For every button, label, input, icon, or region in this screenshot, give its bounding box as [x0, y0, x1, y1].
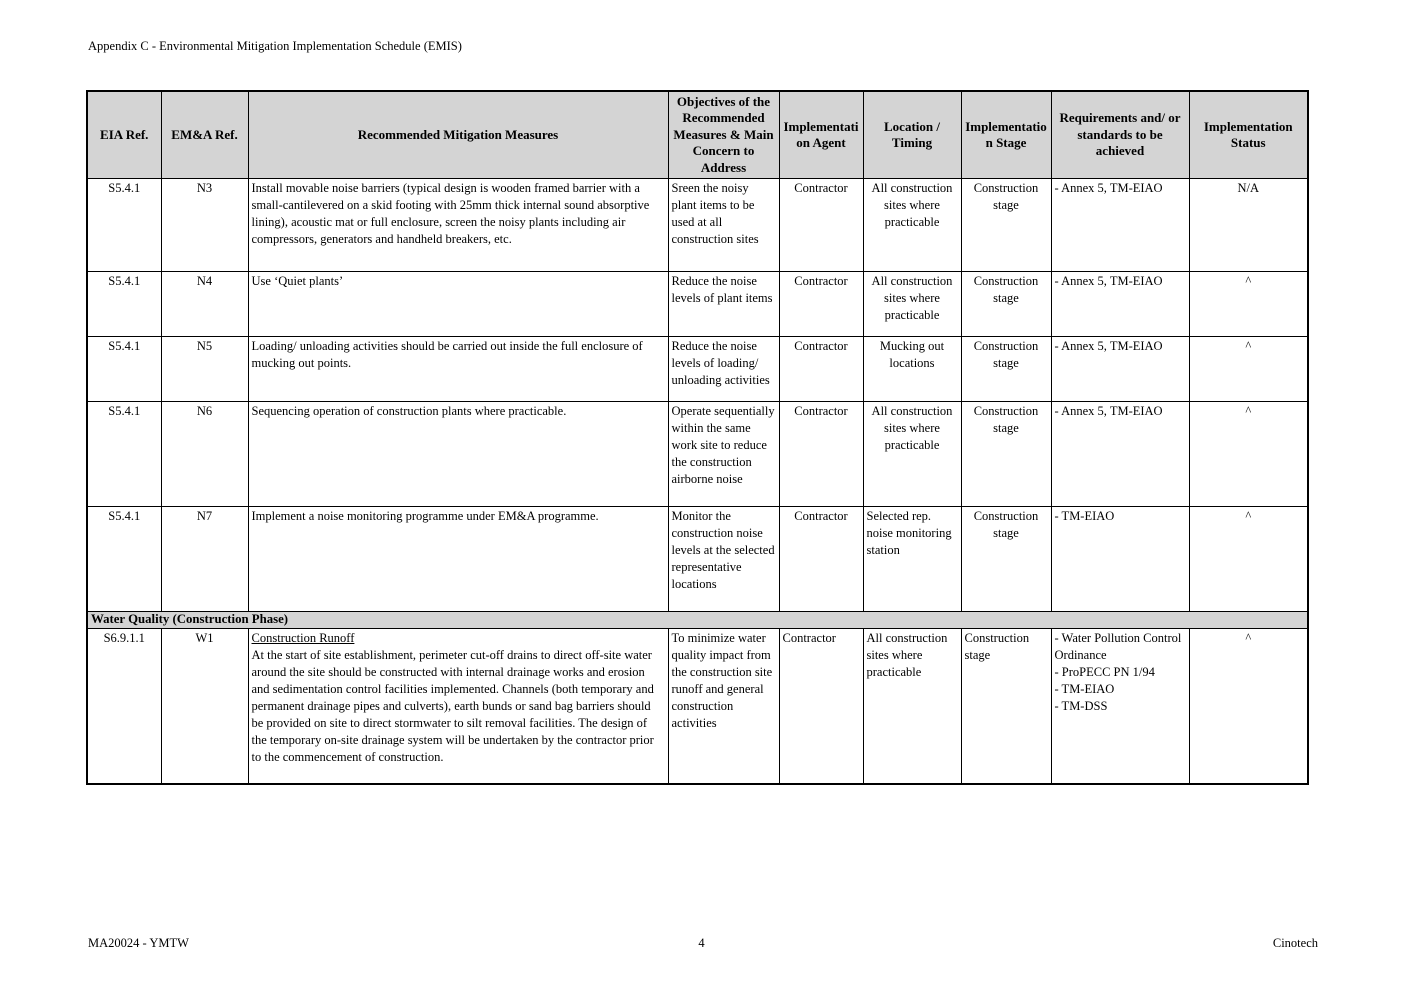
cell-implementation-stage: Construction stage — [961, 178, 1051, 271]
cell-requirements — [1051, 178, 1189, 271]
requirement-item: - TM-EIAO — [1054, 682, 1115, 697]
section-row — [87, 611, 1308, 628]
requirement-item: - Annex 5, TM-EIAO — [1054, 403, 1163, 418]
requirement-item: - Annex 5, TM-EIAO — [1054, 338, 1163, 353]
cell-eia-ref: S5.4.1 — [87, 178, 161, 271]
table-row — [87, 271, 1308, 336]
column-header: Implementation Status — [1189, 91, 1308, 178]
cell-requirements — [1051, 271, 1189, 336]
cell-implementation-status: ^ — [1189, 271, 1308, 336]
cell-implementation-status: ^ — [1189, 336, 1308, 401]
footer-project-code: MA20024 - YMTW — [88, 936, 189, 950]
cell-eia-ref: S5.4.1 — [87, 506, 161, 611]
cell-location-timing: All construction sites where practicable — [863, 271, 961, 336]
table-row — [87, 178, 1308, 271]
section-label: Water Quality (Construction Phase) — [87, 611, 1308, 628]
cell-objectives: Monitor the construction noise levels at the selected representative locations — [668, 506, 779, 611]
cell-eia-ref: S5.4.1 — [87, 271, 161, 336]
cell-implementation-stage: Construction stage — [961, 271, 1051, 336]
cell-location-timing: Mucking out locations — [863, 336, 961, 401]
cell-implementation-stage: Construction stage — [961, 506, 1051, 611]
requirement-item: - TM-DSS — [1054, 699, 1108, 714]
measure-text: Implement a noise monitoring programme under EM&A programme. — [251, 508, 599, 523]
table-header-row — [87, 91, 1308, 178]
cell-mitigation-measure — [248, 506, 668, 611]
requirement-item: - Annex 5, TM-EIAO — [1054, 180, 1163, 195]
appendix-title: Appendix C - Environmental Mitigation Implementation Schedule (EMIS) — [88, 39, 462, 53]
cell-implementation-status: N/A — [1189, 178, 1308, 271]
column-header: Location / Timing — [863, 91, 961, 178]
cell-ema-ref: N7 — [161, 506, 248, 611]
cell-eia-ref: S6.9.1.1 — [87, 629, 161, 784]
cell-location-timing: All construction sites where practicable — [863, 401, 961, 506]
cell-ema-ref: N5 — [161, 336, 248, 401]
cell-eia-ref: S5.4.1 — [87, 401, 161, 506]
cell-mitigation-measure — [248, 629, 668, 784]
cell-requirements — [1051, 336, 1189, 401]
footer-page-number: 4 — [698, 936, 705, 950]
cell-ema-ref: N6 — [161, 401, 248, 506]
cell-implementation-stage: Construction stage — [961, 336, 1051, 401]
cell-objectives: To minimize water quality impact from the construction site runoff and general construction activities — [668, 629, 779, 784]
emis-table — [86, 90, 1309, 785]
measure-heading: Construction Runoff — [251, 631, 355, 646]
cell-mitigation-measure — [248, 401, 668, 506]
cell-requirements — [1051, 629, 1189, 784]
column-header: Requirements and/ or standards to be achieved — [1051, 91, 1189, 178]
measure-text: At the start of site establishment, perimeter cut-off drains to direct off-site water around the site should be constructed with internal drainage works and erosion and sedimentation control facilities implemented. Channels (both temporary and permanent drainage pipes and culverts), earth bunds or sand bag barriers should be provided on site to direct stormwater to silt removal facilities. The design of the temporary on-site drainage system will be undertaken by the contractor prior to the commencement of construction. — [251, 648, 654, 765]
table-row — [87, 506, 1308, 611]
column-header: EM&A Ref. — [161, 91, 248, 178]
measure-text: Install movable noise barriers (typical design is wooden framed barrier with a small-cantilevered on a skid footing with 25mm thick internal sound absorptive lining), acoustic mat or full enclosure, screen the noisy plants including air compressors, generators and handheld breakers, etc. — [251, 180, 650, 246]
cell-mitigation-measure — [248, 271, 668, 336]
measure-text: Sequencing operation of construction plants where practicable. — [251, 403, 567, 418]
column-header: Implementation Stage — [961, 91, 1051, 178]
cell-implementation-stage: Construction stage — [961, 401, 1051, 506]
cell-requirements — [1051, 506, 1189, 611]
column-header: Recommended Mitigation Measures — [248, 91, 668, 178]
cell-implementation-status: ^ — [1189, 629, 1308, 784]
cell-mitigation-measure — [248, 336, 668, 401]
cell-implementation-agent: Contractor — [779, 629, 863, 784]
requirement-item: - Annex 5, TM-EIAO — [1054, 273, 1163, 288]
cell-implementation-status: ^ — [1189, 506, 1308, 611]
cell-objectives: Reduce the noise levels of plant items — [668, 271, 779, 336]
cell-requirements — [1051, 401, 1189, 506]
column-header: EIA Ref. — [87, 91, 161, 178]
cell-objectives: Operate sequentially within the same work site to reduce the construction airborne noise — [668, 401, 779, 506]
measure-text: Loading/ unloading activities should be carried out inside the full enclosure of mucking out points. — [251, 338, 643, 370]
cell-objectives: Sreen the noisy plant items to be used at all construction sites — [668, 178, 779, 271]
cell-implementation-agent: Contractor — [779, 401, 863, 506]
requirement-item: - TM-EIAO — [1054, 508, 1115, 523]
cell-implementation-agent: Contractor — [779, 271, 863, 336]
cell-implementation-stage: Construction stage — [961, 629, 1051, 784]
cell-location-timing: Selected rep. noise monitoring station — [863, 506, 961, 611]
table-row — [87, 629, 1308, 784]
cell-mitigation-measure — [248, 178, 668, 271]
footer-company-name: Cinotech — [1272, 936, 1318, 950]
cell-ema-ref: N4 — [161, 271, 248, 336]
requirement-item: - Water Pollution Control Ordinance — [1054, 631, 1182, 663]
column-header: Implementation Agent — [779, 91, 863, 178]
cell-ema-ref: W1 — [161, 629, 248, 784]
table-row — [87, 401, 1308, 506]
cell-eia-ref: S5.4.1 — [87, 336, 161, 401]
cell-implementation-agent: Contractor — [779, 336, 863, 401]
table-row — [87, 336, 1308, 401]
cell-ema-ref: N3 — [161, 178, 248, 271]
column-header: Objectives of the Recommended Measures & Main Concern to Address — [668, 91, 779, 178]
measure-text: Use ‘Quiet plants’ — [251, 273, 344, 288]
cell-implementation-status: ^ — [1189, 401, 1308, 506]
cell-implementation-agent: Contractor — [779, 178, 863, 271]
cell-implementation-agent: Contractor — [779, 506, 863, 611]
requirement-item: - ProPECC PN 1/94 — [1054, 665, 1155, 680]
cell-location-timing: All construction sites where practicable — [863, 178, 961, 271]
cell-objectives: Reduce the noise levels of loading/ unloading activities — [668, 336, 779, 401]
cell-location-timing: All construction sites where practicable — [863, 629, 961, 784]
